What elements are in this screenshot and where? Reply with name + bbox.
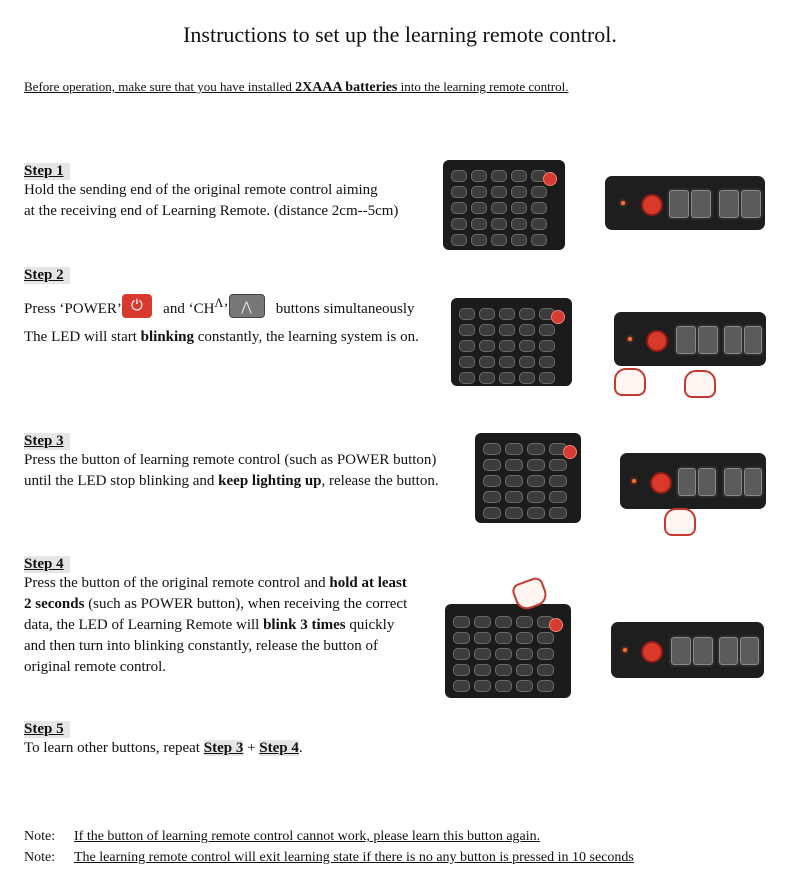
step-4-line-5: original remote control. <box>24 659 167 675</box>
step-1-heading: Step 1 <box>24 163 70 180</box>
vol-button-icon <box>717 635 740 667</box>
learning-remote-image <box>614 312 766 366</box>
led-icon <box>621 201 625 205</box>
step-5-line: To learn other buttons, repeat Step 3 + Step 4. <box>24 740 303 756</box>
original-remote-image <box>445 604 571 698</box>
step-4-heading: Step 4 <box>24 556 70 573</box>
remote-keypad <box>453 616 554 692</box>
step-4-line-4: and then turn into blinking constantly, release the button of <box>24 638 378 654</box>
note-2: Note: The learning remote control will exit learning state if there is no any button is pressed in 10 seconds <box>24 850 634 865</box>
remote-keypad <box>451 170 547 246</box>
note-1: Note: If the button of learning remote control cannot work, please learn this button again. <box>24 829 541 844</box>
learning-power-icon <box>646 330 668 352</box>
step-1-line-2: at the receiving end of Learning Remote. (distance 2cm--5cm) <box>24 203 399 219</box>
step-5-heading: Step 5 <box>24 721 70 738</box>
learning-remote-image <box>611 622 764 678</box>
learning-remote-image <box>620 453 766 509</box>
led-icon <box>628 337 632 341</box>
ch-button-icon <box>689 188 713 220</box>
ch-button-icon <box>674 324 698 356</box>
vol-button-icon <box>722 466 744 498</box>
vol-button-icon <box>717 188 741 220</box>
step-3-line-2: until the LED stop blinking and keep lighting up, release the button. <box>24 473 439 489</box>
ch-button-icon <box>676 466 698 498</box>
vol-button-icon <box>738 635 761 667</box>
pointing-hand-icon <box>614 368 646 396</box>
learning-remote-image <box>605 176 765 230</box>
step-2-line-1: Press ‘POWER’⏻ and ‘$CH^\Lambda’⋀$ buttons simultaneously <box>24 293 415 320</box>
pointing-hand-icon <box>684 370 716 398</box>
led-icon <box>623 648 627 652</box>
original-power-icon <box>563 445 577 459</box>
page-title: Instructions to set up the learning remote control. <box>183 22 617 47</box>
ch-button-icon <box>691 635 715 667</box>
power-button-icon <box>122 294 152 318</box>
original-remote-image <box>451 298 572 386</box>
step-2-line-2: The LED will start blinking constantly, the learning system is on. <box>24 329 419 345</box>
ch-button-icon <box>696 324 720 356</box>
original-power-icon <box>543 172 557 186</box>
learning-power-icon <box>650 472 672 494</box>
vol-button-icon <box>739 188 763 220</box>
original-remote-image <box>475 433 581 523</box>
step-3-heading: Step 3 <box>24 433 70 450</box>
ch-button-icon <box>696 466 718 498</box>
original-power-icon <box>549 618 563 632</box>
step-4-line-2: 2 seconds (such as POWER button), when receiving the correct <box>24 596 408 612</box>
remote-keypad <box>483 443 567 519</box>
step-1-line-1: Hold the sending end of the original remote control aiming <box>24 182 378 198</box>
step-4-line-3: data, the LED of Learning Remote will blink 3 times quickly <box>24 617 395 633</box>
vol-button-icon <box>722 324 744 356</box>
step-3 <box>24 432 439 492</box>
step-4 <box>24 555 407 678</box>
battery-instruction: Before operation, make sure that you have installed 2XAAA batteries into the learning remote control. <box>24 79 569 95</box>
ch-up-button-icon <box>229 294 265 318</box>
vol-button-icon <box>742 324 764 356</box>
remote-keypad <box>459 308 555 384</box>
original-power-icon <box>551 310 565 324</box>
step-1 <box>24 162 398 222</box>
step-4-line-1: Press the button of the original remote control and hold at least <box>24 575 407 591</box>
battery-type: 2XAAA batteries <box>295 80 398 95</box>
step-5 <box>24 720 303 759</box>
learning-power-icon <box>641 641 663 663</box>
learning-power-icon <box>641 194 663 216</box>
step-2-heading: Step 2 <box>24 267 70 284</box>
original-remote-image <box>443 160 565 250</box>
step-3-line-1: Press the button of learning remote control (such as POWER button) <box>24 452 437 468</box>
step-2 <box>24 266 70 284</box>
ch-button-icon <box>667 188 691 220</box>
led-icon <box>632 479 636 483</box>
pointing-hand-icon <box>664 508 696 536</box>
vol-button-icon <box>742 466 764 498</box>
ch-button-icon <box>669 635 693 667</box>
